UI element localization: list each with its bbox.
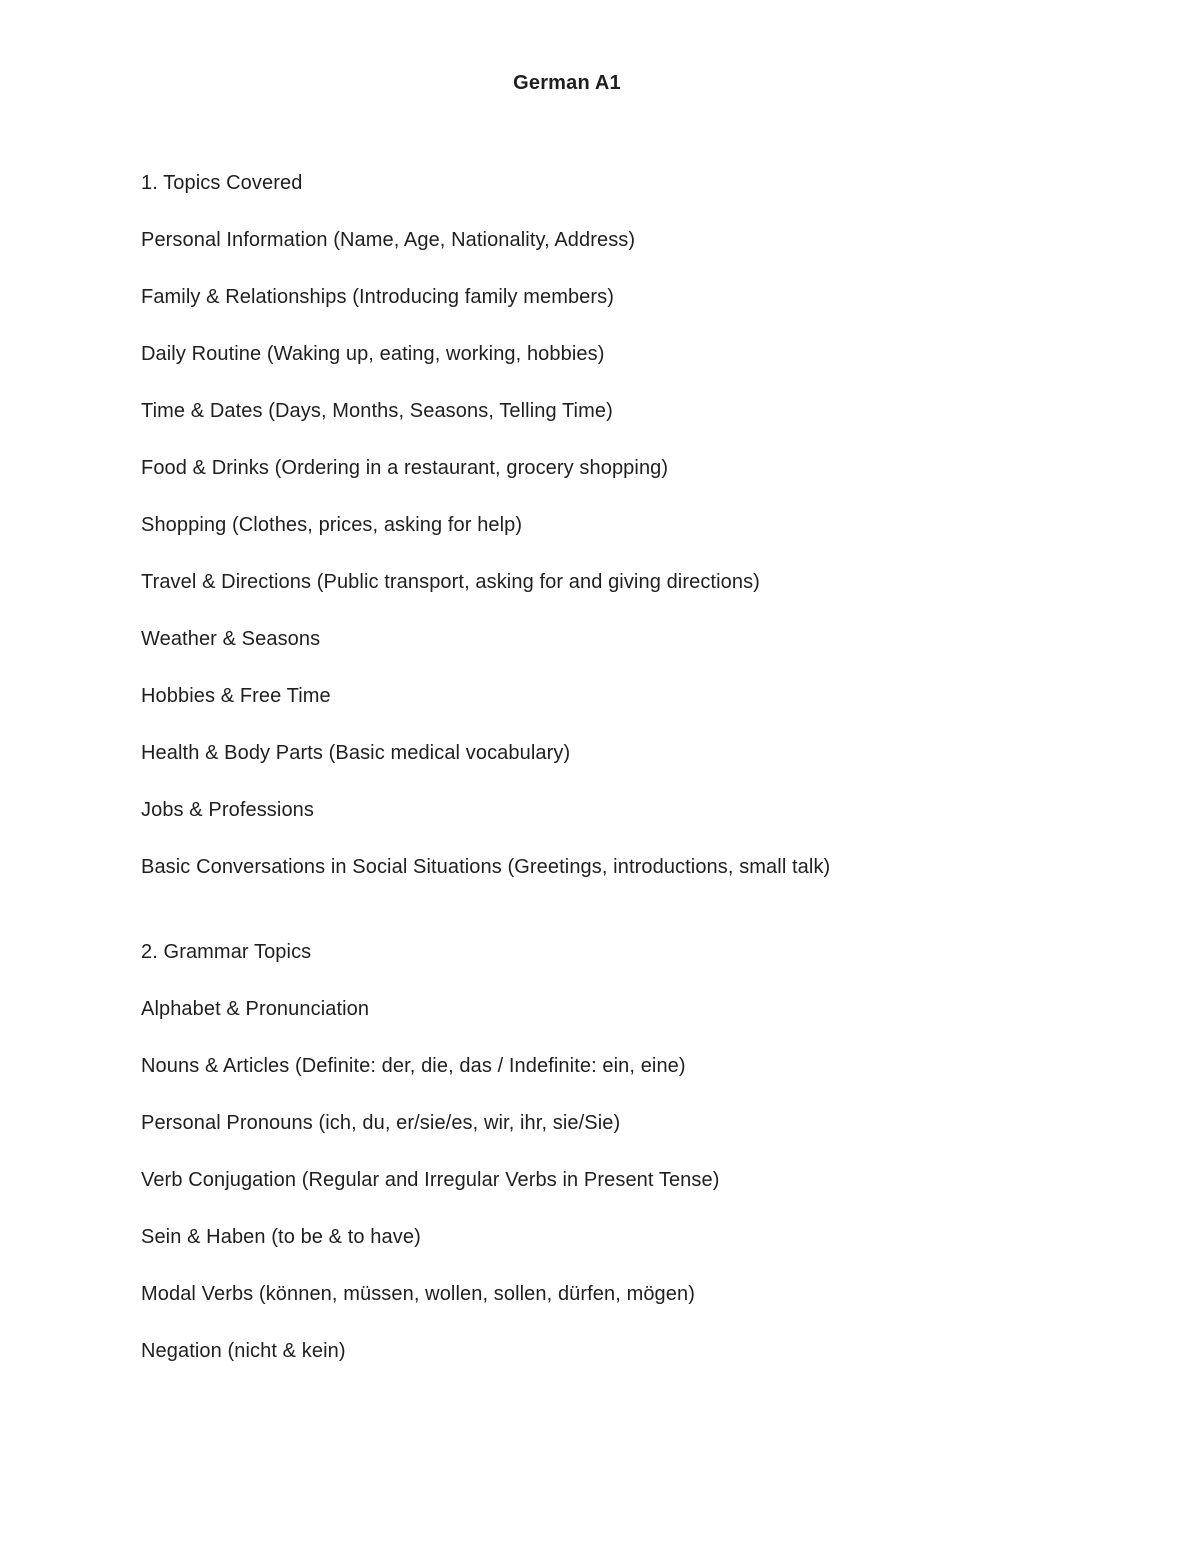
section-heading: 2. Grammar Topics [141, 941, 312, 963]
grammar-list [141, 997, 1141, 1396]
list-item: Sein & Haben (to be & to have) [141, 1226, 421, 1248]
list-item: Jobs & Professions [141, 799, 314, 821]
section-heading: 1. Topics Covered [141, 172, 303, 194]
list-item: Negation (nicht & kein) [141, 1340, 346, 1362]
list-item: Health & Body Parts (Basic medical vocabulary) [141, 742, 571, 764]
list-item: Verb Conjugation (Regular and Irregular Verbs in Present Tense) [141, 1169, 720, 1191]
document-title: German A1 [513, 72, 621, 94]
list-item: Shopping (Clothes, prices, asking for help) [141, 514, 523, 536]
list-item: Personal Information (Name, Age, Nationality, Address) [141, 229, 636, 251]
list-item: Family & Relationships (Introducing family members) [141, 286, 615, 308]
list-item: Modal Verbs (können, müssen, wollen, sollen, dürfen, mögen) [141, 1283, 695, 1305]
list-item: Travel & Directions (Public transport, asking for and giving directions) [141, 571, 760, 593]
list-item: Alphabet & Pronunciation [141, 998, 370, 1020]
list-item: Personal Pronouns (ich, du, er/sie/es, wir, ihr, sie/Sie) [141, 1112, 621, 1134]
list-item: Daily Routine (Waking up, eating, working, hobbies) [141, 343, 605, 365]
list-item: Weather & Seasons [141, 628, 321, 650]
topics-list [141, 228, 1141, 912]
list-item: Hobbies & Free Time [141, 685, 331, 707]
list-item: Food & Drinks (Ordering in a restaurant, grocery shopping) [141, 457, 669, 479]
section-topics-covered [141, 171, 1141, 912]
list-item: Nouns & Articles (Definite: der, die, das / Indefinite: ein, eine) [141, 1055, 686, 1077]
section-grammar-topics [141, 940, 1141, 1396]
list-item: Time & Dates (Days, Months, Seasons, Telling Time) [141, 400, 613, 422]
list-item: Basic Conversations in Social Situations (Greetings, introductions, small talk) [141, 856, 831, 878]
